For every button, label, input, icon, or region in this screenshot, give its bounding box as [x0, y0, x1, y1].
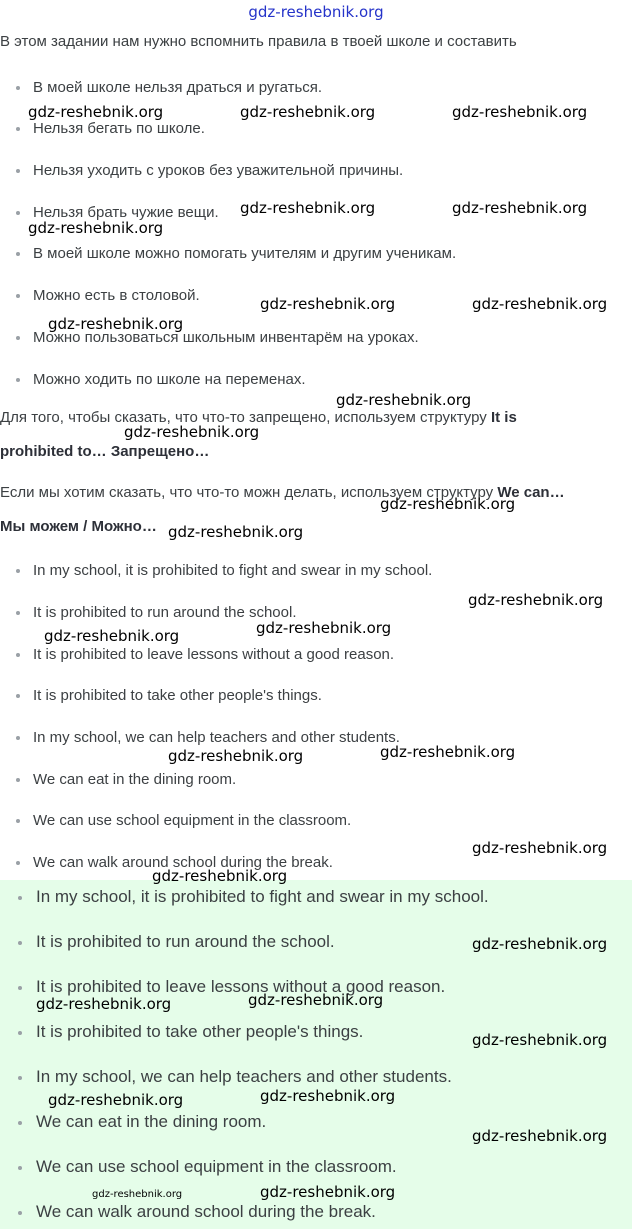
watermark: gdz-reshebnik.org	[336, 391, 472, 409]
bullet-icon	[16, 569, 20, 573]
bullet-icon	[16, 736, 20, 740]
watermark: gdz-reshebnik.org	[92, 1189, 183, 1200]
bullet-icon	[16, 694, 20, 698]
watermark: gdz-reshebnik.org	[168, 747, 304, 765]
watermark: gdz-reshebnik.org	[472, 295, 608, 313]
bullet-icon	[18, 1211, 22, 1215]
watermark: gdz-reshebnik.org	[256, 619, 392, 637]
watermark: gdz-reshebnik.org	[260, 295, 396, 313]
bullet-icon	[16, 294, 20, 298]
watermark: gdz-reshebnik.org	[260, 1087, 396, 1105]
watermark: gdz-reshebnik.org	[452, 199, 588, 217]
watermark: gdz-reshebnik.org	[472, 935, 608, 953]
bullet-icon	[16, 778, 20, 782]
intro-text: В этом задании нам нужно вспомнить правила в твоей школе и составить	[0, 33, 517, 50]
watermark: gdz-reshebnik.org	[44, 627, 180, 645]
watermark: gdz-reshebnik.org	[124, 423, 260, 441]
prohibited-structure: It is	[490, 409, 517, 426]
bullet-icon	[16, 653, 20, 657]
watermark: gdz-reshebnik.org	[48, 1091, 184, 1109]
bullet-icon	[18, 1076, 22, 1080]
watermark: gdz-reshebnik.org	[248, 991, 384, 1009]
bullet-icon	[16, 861, 20, 865]
bullet-icon	[16, 252, 20, 256]
prohibited-structure-translation: prohibited to… Запрещено…	[0, 443, 210, 460]
watermark: gdz-reshebnik.org	[28, 219, 164, 237]
bullet-icon	[16, 169, 20, 173]
watermark: gdz-reshebnik.org	[260, 1183, 396, 1201]
bullet-icon	[16, 127, 20, 131]
bullet-icon	[16, 336, 20, 340]
bullet-icon	[18, 1121, 22, 1125]
bullet-icon	[18, 941, 22, 945]
bullet-icon	[18, 986, 22, 990]
watermark: gdz-reshebnik.org	[240, 103, 376, 121]
watermark: gdz-reshebnik.org	[152, 867, 288, 885]
watermark: gdz-reshebnik.org	[168, 523, 304, 541]
watermark: gdz-reshebnik.org	[380, 495, 516, 513]
watermark: gdz-reshebnik.org	[380, 743, 516, 761]
can-structure-translation: Мы можем / Можно…	[0, 518, 157, 535]
watermark: gdz-reshebnik.org	[48, 315, 184, 333]
watermark: gdz-reshebnik.org	[240, 199, 376, 217]
site-header	[0, 0, 632, 26]
watermark: gdz-reshebnik.org	[472, 1031, 608, 1049]
prohibited-note: Для того, чтобы сказать, что что-то запрещено, используем структуру It is prohibited to… Запрещено…	[0, 409, 517, 460]
bullet-icon	[16, 611, 20, 615]
watermark: gdz-reshebnik.org	[452, 103, 588, 121]
can-structure: We can…	[497, 484, 565, 501]
bullet-icon	[16, 211, 20, 215]
bullet-icon	[16, 378, 20, 382]
bullet-icon	[18, 896, 22, 900]
site-name[interactable]: gdz-reshebnik.org	[248, 3, 384, 21]
answer-panel: In my school, it is prohibited to fight and swear in my school. It is prohibited to run around the school. It is prohibited to leave lessons without a good reason. It is prohibited to take other people's things. In my school, we can help teachers and other students. We can eat in the dining room. We can use school equipment in the classroom. We can walk around school during the break.	[0, 880, 632, 1229]
can-note: Если мы хотим сказать, что что-то можн делать, используем структуру We can… Мы можем / Можно…	[0, 484, 565, 535]
watermark: gdz-reshebnik.org	[472, 839, 608, 857]
watermark: gdz-reshebnik.org	[36, 995, 172, 1013]
bullet-icon	[18, 1166, 22, 1170]
bullet-icon	[18, 1031, 22, 1035]
bullet-icon	[16, 86, 20, 90]
bullet-icon	[16, 819, 20, 823]
watermark: gdz-reshebnik.org	[28, 103, 164, 121]
watermark: gdz-reshebnik.org	[468, 591, 604, 609]
watermark: gdz-reshebnik.org	[472, 1127, 608, 1145]
